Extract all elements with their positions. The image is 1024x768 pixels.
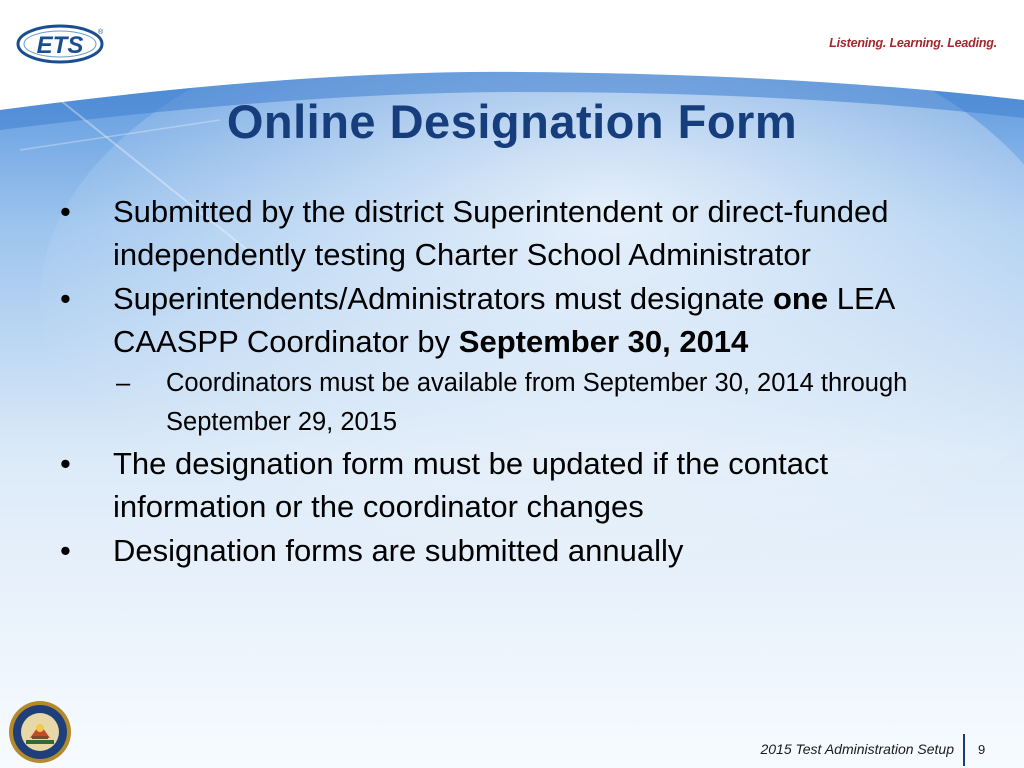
- ets-logo-text: ETS: [36, 32, 84, 59]
- bullet-text: Designation forms are submitted annually: [113, 533, 684, 568]
- bullet-dot: •: [60, 533, 71, 568]
- tagline: Listening. Learning. Leading.: [829, 36, 997, 50]
- department-of-education-seal: [8, 700, 72, 764]
- sub-bullet-text: Coordinators must be available from September 30, 2014 through September 29, 2015: [166, 369, 908, 436]
- bullet-item: [60, 529, 960, 572]
- bullet-dot: •: [60, 446, 71, 481]
- bullet-item: [60, 190, 960, 276]
- bullet-text-mid: LEA CAASPP Coordinator by: [113, 281, 894, 359]
- bullet-text-pre: Superintendents/Administrators must designate: [113, 281, 773, 316]
- bullet-text: Submitted by the district Superintendent or direct-funded independently testing Charter School Administrator: [113, 194, 889, 272]
- page-number: 9: [978, 742, 986, 757]
- bullet-item: [60, 277, 960, 363]
- bullet-item: [60, 442, 960, 528]
- ets-logo: [14, 18, 110, 70]
- slide-title: Online Designation Form: [226, 95, 798, 148]
- bullet-text-bold-date: September 30, 2014: [458, 324, 749, 359]
- bullet-text: The designation form must be updated if the contact information or the coordinator changes: [113, 446, 829, 524]
- svg-text:®: ®: [98, 29, 104, 36]
- bullet-dot: •: [60, 194, 71, 229]
- sub-bullet-dash: –: [116, 369, 131, 397]
- footer-text: 2015 Test Administration Setup: [760, 741, 954, 757]
- bullet-list: [60, 190, 960, 573]
- bullet-text-bold: one: [772, 281, 829, 316]
- bullet-dot: •: [60, 281, 71, 316]
- sub-bullet-item: [60, 364, 960, 442]
- footer-divider: [963, 734, 965, 766]
